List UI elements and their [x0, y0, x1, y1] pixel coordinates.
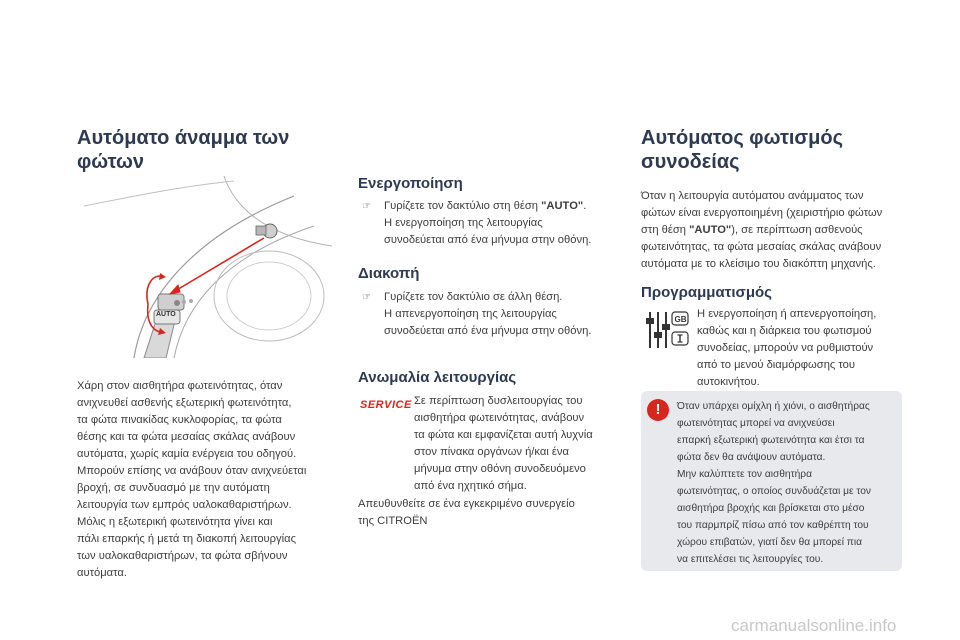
title-line: Αυτόματος φωτισμός	[641, 127, 843, 149]
auto-keyword: "AUTO"	[541, 200, 584, 212]
body-line: επαρκή εξωτερική φωτεινότητα και έτσι τα	[677, 435, 865, 446]
body-line: Η ενεργοποίηση της λειτουργίας	[384, 217, 543, 229]
body-line: λειτουργία των εμπρός υαλοκαθαριστήρων.	[77, 499, 292, 511]
footer-watermark: carmanualsonline.info	[731, 616, 897, 635]
body-line: αυτόματα με το κλείσιμο του διακόπτη μηχανής.	[641, 258, 876, 270]
title-line: Αυτόματο άναμμα των	[77, 127, 290, 149]
warning-icon: !	[647, 399, 669, 421]
body-line: από το μενού διαμόρφωσης του	[697, 359, 856, 371]
body-line: να επιτελέσει τις λειτουργίες του.	[677, 554, 824, 565]
text-span: στη θέση	[641, 224, 690, 236]
body-line: Σε περίπτωση δυσλειτουργίας του	[414, 395, 583, 407]
bullet-icon: ☞	[362, 292, 371, 303]
auto-mark-label: AUTO	[156, 311, 176, 318]
stop-text	[362, 289, 632, 340]
activation-text-end: .	[583, 200, 587, 212]
body-line: φώτων είναι ενεργοποιημένη (χειριστήριο φώτων	[641, 207, 883, 219]
gb-label: GB	[674, 315, 687, 324]
body-line: μήνυμα στην οθόνη συνοδευόμενο	[414, 463, 586, 475]
title-line: συνοδείας	[641, 151, 740, 173]
body-line: από ένα ηχητικό σήμα.	[414, 480, 527, 492]
body-line: θέσης και τα φώτα μεσαίας σκάλας ανάβουν	[77, 431, 296, 443]
light-stalk-illustration	[74, 176, 332, 358]
body-line: καθώς και η διάρκεια του φωτισμού	[697, 325, 872, 337]
body-line: φωτεινότητας μπορεί να ανιχνεύσει	[677, 418, 835, 429]
body-line: αισθητήρα βροχής και βρίσκεται στο μέσο	[677, 503, 865, 514]
service-warning-icon: SERVICE	[360, 399, 412, 411]
section-title-auto-lights	[77, 126, 289, 174]
body-line: της CITROËN	[358, 515, 428, 527]
activation-text-start: Γυρίζετε τον δακτύλιο στη θέση	[384, 200, 542, 212]
title-line: φώτων	[77, 151, 145, 173]
body-line: τα φώτα πινακίδας κυκλοφορίας, τα φώτα	[77, 414, 282, 426]
text-span: ), σε περίπτωση ασθενούς	[731, 224, 863, 236]
section-title-guide-me-home	[641, 126, 843, 174]
body-line: φωτεινότητας, ο οποίος συνδυάζεται με τον	[677, 486, 871, 497]
body-line: Απευθυνθείτε σε ένα εγκεκριμένο συνεργείο	[358, 498, 575, 510]
body-line: αυτοκινήτου.	[697, 376, 760, 388]
bullet-icon: ☞	[362, 201, 371, 212]
body-line: Γυρίζετε τον δακτύλιο σε άλλη θέση.	[384, 291, 563, 303]
body-line: των υαλοκαθαριστήρων, τα φώτα σβήνουν	[77, 550, 288, 562]
body-line: τα φώτα και εμφανίζεται αυτή λυχνία	[414, 429, 593, 441]
fault-text	[414, 393, 636, 495]
dealer-text	[358, 496, 638, 530]
body-line: Μην καλύπτετε τον αισθητήρα	[677, 469, 812, 480]
body-line: του παρμπρίζ πίσω από τον καθρέπτη του	[677, 520, 869, 531]
body-line: Μπορούν επίσης να ανάβουν όταν ανιχνεύεται	[77, 465, 307, 477]
body-line: φώτα δεν θα ανάψουν αυτόματα.	[677, 452, 826, 463]
auto-keyword: "AUTO"	[689, 224, 732, 236]
body-line: αισθητήρα φωτεινότητας, ανάβουν	[414, 412, 585, 424]
stop-heading: Διακοπή	[358, 265, 420, 282]
body-line: αυτόματα.	[77, 567, 127, 579]
body-line: Όταν υπάρχει ομίχλη ή χιόνι, ο αισθητήρας	[677, 401, 870, 412]
fault-heading: Ανωμαλία λειτουργίας	[358, 369, 517, 386]
activation-text	[362, 198, 632, 249]
body-line: Χάρη στον αισθητήρα φωτεινότητας, όταν	[77, 380, 283, 392]
body-line: συνοδεύεται από ένα μήνυμα στην οθόνη.	[384, 234, 592, 246]
body-line: Η ενεργοποίηση ή απενεργοποίηση,	[697, 308, 877, 320]
body-line: αυτόματα, χωρίς καμία ενέργεια του οδηγού.	[77, 448, 297, 460]
body-line: Μόλις η εξωτερική φωτεινότητα γίνει και	[77, 516, 273, 528]
programming-heading: Προγραμματισμός	[641, 284, 772, 301]
warning-text	[677, 398, 899, 568]
warning-box	[641, 391, 902, 571]
body-line: χώρου επιβατών, γιατί δεν θα μπορεί πια	[677, 537, 862, 548]
body-line: συνοδείας, μπορούν να ρυθμιστούν	[697, 342, 874, 354]
body-line: Όταν η λειτουργία αυτόματου ανάμματος των	[641, 190, 864, 202]
body-line: βροχή, σε συνδυασμό με την αυτόματη	[77, 482, 270, 494]
activation-heading: Ενεργοποίηση	[358, 175, 463, 192]
body-line: φωτεινότητας, τα φώτα μεσαίας σκάλας ανάβουν	[641, 241, 882, 253]
auto-lights-description	[77, 378, 347, 582]
guide-me-home-description	[641, 188, 911, 273]
body-line: Η απενεργοποίηση της λειτουργίας	[384, 308, 557, 320]
body-line: συνοδεύεται από ένα μήνυμα στην οθόνη.	[384, 325, 592, 337]
body-line: πάλι επαρκής ή μετά τη διακοπή λειτουργίας	[77, 533, 296, 545]
body-line	[641, 222, 911, 239]
programming-text	[697, 306, 917, 391]
settings-sliders-icon	[645, 310, 689, 350]
body-line: ανιχνευθεί ασθενής εξωτερική φωτεινότητα,	[77, 397, 292, 409]
body-line: στον πίνακα οργάνων ή/και ένα	[414, 446, 569, 458]
